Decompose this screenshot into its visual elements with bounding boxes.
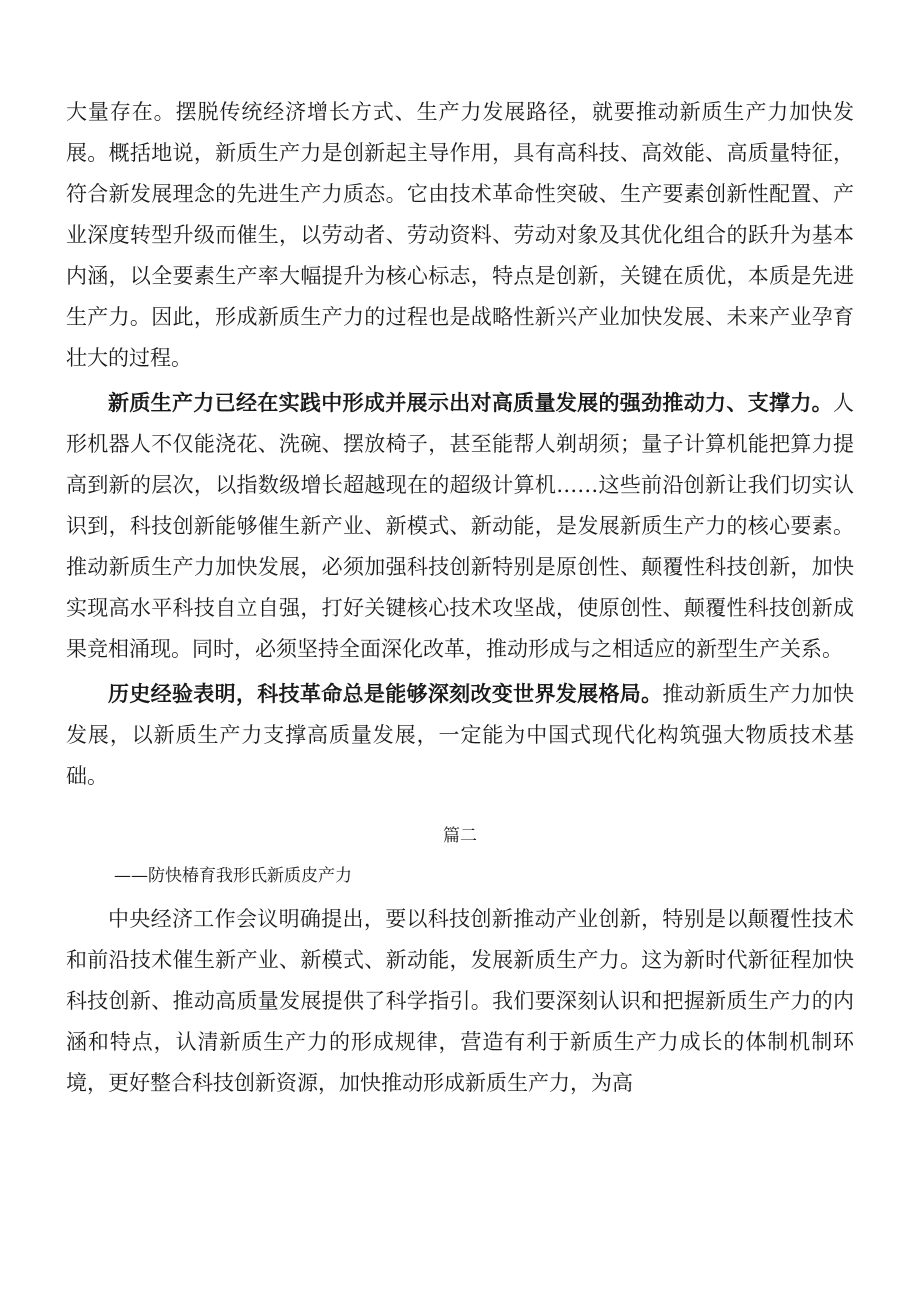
paragraph-3-lead: 历史经验表明，科技革命总是能够深刻改变世界发展格局。 — [108, 682, 663, 706]
paragraph-2-lead: 新质生产力已经在实践中形成并展示出对高质量发展的强劲推动力、支撑力。 — [108, 391, 833, 415]
paragraph-1: 大量存在。摆脱传统经济增长方式、生产力发展路径，就要推动新质生产力加快发展。概括地说，新质生产力是创新起主导作用，具有高科技、高效能、高质量特征，符合新发展理念的先进生产力质态。它由技术革命性突破、生产要素创新性配置、产业深度转型升级而催生，以劳动者、劳动资料、劳动对象及其优化组合的跃升为基本内涵，以全要素生产率大幅提升为核心标志，特点是创新，关键在质优，本质是先进生产力。因此，形成新质生产力的过程也是战略性新兴产业加快发展、未来产业孕育壮大的过程。 — [66, 100, 854, 370]
paragraph-4: 中央经济工作会议明确提出，要以科技创新推动产业创新，特别是以颠覆性技术和前沿技术催生新产业、新模式、新动能，发展新质生产力。这为新时代新征程加快科技创新、推动高质量发展提供了科学指引。我们要深刻认识和把握新质生产力的内涵和特点，认清新质生产力的形成规律，营造有利于新质生产力成长的体制机制环境，更好整合科技创新资源，加快推动形成新质生产力，为高 — [66, 907, 854, 1095]
paragraph-2-body: 人形机器人不仅能浇花、洗碗、摆放椅子，甚至能帮人剃胡须；量子计算机能把算力提高到新的层次，以指数级增长超越现在的超级计算机……这些前沿创新让我们切实认识到，科技创新能够催生新产业、新模式、新动能，是发展新质生产力的核心要素。推动新质生产力加快发展，必须加强科技创新特别是原创性、颠覆性科技创新，加快实现高水平科技自立自强，打好关键核心技术攻坚战，使原创性、颠覆性科技创新成果竞相涌现。同时，必须坚持全面深化改革，推动形成与之相适应的新型生产关系。 — [66, 391, 854, 661]
section-subtitle: ——防快椿育我形氏新质皮产力 — [114, 866, 352, 886]
paragraph-3 — [66, 674, 854, 797]
paragraph-3-body: 推动新质生产力加快发展，以新质生产力支撑高质量发展，一定能为中国式现代化构筑强大物质技术基础。 — [66, 682, 855, 788]
section-title: 篇二 — [443, 826, 477, 846]
paragraph-2 — [66, 383, 854, 670]
